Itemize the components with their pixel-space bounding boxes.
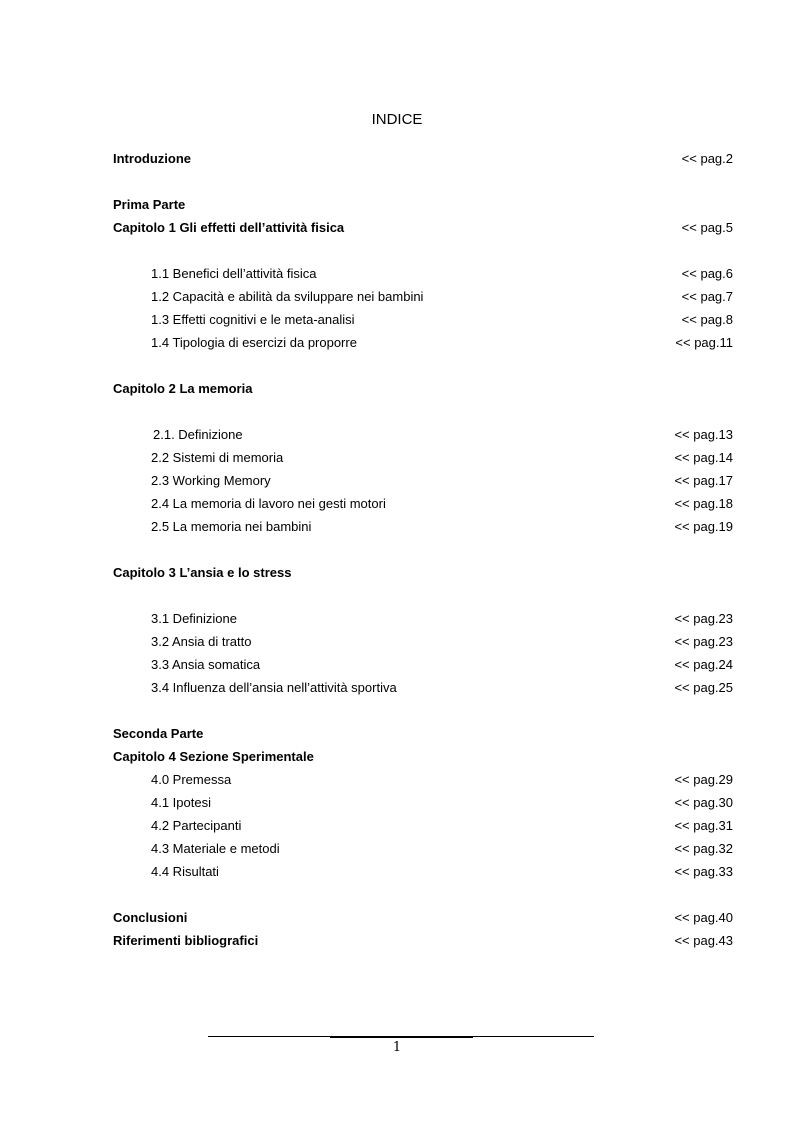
- toc-entry-label: Capitolo 4 Sezione Sperimentale: [113, 749, 314, 764]
- toc-entry-label: 2.1. Definizione: [153, 427, 243, 442]
- toc-entry-conclusioni: [113, 909, 733, 927]
- toc-entry-page: << pag.19: [674, 519, 733, 534]
- toc-entry-page: << pag.32: [674, 841, 733, 856]
- toc-entry-label: Seconda Parte: [113, 726, 204, 741]
- toc-entry: [151, 472, 733, 490]
- toc-chapter-heading: [113, 748, 733, 766]
- toc-entry-label: 4.0 Premessa: [151, 772, 232, 787]
- toc-entry-label: Capitolo 1 Gli effetti dell’attività fisica: [113, 220, 345, 235]
- toc-entry: [151, 288, 733, 306]
- toc-entry-riferimenti: [113, 932, 733, 950]
- toc-entry-label: 4.4 Risultati: [151, 864, 219, 879]
- toc-entry-page: << pag.33: [674, 864, 733, 879]
- toc-entry-label: Conclusioni: [113, 910, 188, 925]
- toc-entry: [151, 265, 733, 283]
- toc-entry: [151, 656, 733, 674]
- toc-entry-label: Riferimenti bibliografici: [113, 933, 259, 948]
- toc-entry: [151, 334, 733, 352]
- toc-entry-page: << pag.2: [681, 151, 733, 166]
- toc-entry: [151, 840, 733, 858]
- toc-entry: [151, 771, 733, 789]
- toc-entry: [151, 817, 733, 835]
- toc-part-heading: [113, 196, 733, 214]
- toc-entry-page: << pag.18: [674, 496, 733, 511]
- toc-entry-page: << pag.31: [674, 818, 733, 833]
- toc-entry-label: Prima Parte: [113, 197, 186, 212]
- toc-entry-page: << pag.29: [674, 772, 733, 787]
- toc-entry: [151, 610, 733, 628]
- toc-entry: [153, 426, 733, 444]
- toc-entry-page: << pag.8: [681, 312, 733, 327]
- toc-entry-label: 1.1 Benefici dell’attività fisica: [151, 266, 317, 281]
- page-number: 1: [392, 1040, 402, 1055]
- toc-entry-page: << pag.5: [681, 220, 733, 235]
- toc-entry-label: 2.5 La memoria nei bambini: [151, 519, 312, 534]
- toc-entry-label: 3.4 Influenza dell’ansia nell’attività sportiva: [151, 680, 397, 695]
- toc-part-heading: [113, 725, 733, 743]
- toc-entry-page: << pag.30: [674, 795, 733, 810]
- page-title: INDICE: [371, 111, 423, 128]
- toc-entry: [151, 863, 733, 881]
- toc-entry-label: 4.2 Partecipanti: [151, 818, 242, 833]
- toc-chapter-heading: [113, 219, 733, 237]
- footer-divider-accent: [330, 1036, 473, 1038]
- toc-chapter-heading: [113, 564, 733, 582]
- toc-entry: [151, 518, 733, 536]
- toc-entry-page: << pag.6: [681, 266, 733, 281]
- toc-entry-label: 2.2 Sistemi di memoria: [151, 450, 284, 465]
- toc-entry-page: << pag.23: [674, 611, 733, 626]
- toc-entry-label: 4.3 Materiale e metodi: [151, 841, 280, 856]
- toc-entry-page: << pag.40: [674, 910, 733, 925]
- toc-entry-label: 2.4 La memoria di lavoro nei gesti motori: [151, 496, 386, 511]
- toc-entry-label: 1.4 Tipologia di esercizi da proporre: [151, 335, 357, 350]
- toc-entry-page: << pag.14: [674, 450, 733, 465]
- toc-entry-page: << pag.17: [674, 473, 733, 488]
- toc-entry-label: Introduzione: [113, 151, 191, 166]
- toc-entry: [151, 449, 733, 467]
- toc-entry: [151, 495, 733, 513]
- toc-entry-label: 3.2 Ansia di tratto: [151, 634, 252, 649]
- toc-entry-label: Capitolo 2 La memoria: [113, 381, 253, 396]
- toc-entry-page: << pag.23: [674, 634, 733, 649]
- toc-entry-label: 2.3 Working Memory: [151, 473, 271, 488]
- toc-entry: [151, 311, 733, 329]
- toc-entry-page: << pag.24: [674, 657, 733, 672]
- toc-entry-page: << pag.13: [674, 427, 733, 442]
- toc-chapter-heading: [113, 380, 733, 398]
- toc-entry-label: Capitolo 3 L’ansia e lo stress: [113, 565, 292, 580]
- toc-entry: [151, 794, 733, 812]
- toc-entry: [151, 633, 733, 651]
- toc-entry-introduzione: [113, 150, 733, 168]
- toc-entry-page: << pag.43: [674, 933, 733, 948]
- toc-entry-page: << pag.25: [674, 680, 733, 695]
- toc-entry-label: 3.1 Definizione: [151, 611, 237, 626]
- toc-entry-label: 1.3 Effetti cognitivi e le meta-analisi: [151, 312, 355, 327]
- toc-entry-label: 4.1 Ipotesi: [151, 795, 211, 810]
- toc-entry: [151, 679, 733, 697]
- toc-entry-page: << pag.7: [681, 289, 733, 304]
- toc-entry-page: << pag.11: [675, 335, 733, 350]
- toc-entry-label: 3.3 Ansia somatica: [151, 657, 261, 672]
- toc-entry-label: 1.2 Capacità e abilità da sviluppare nei bambini: [151, 289, 424, 304]
